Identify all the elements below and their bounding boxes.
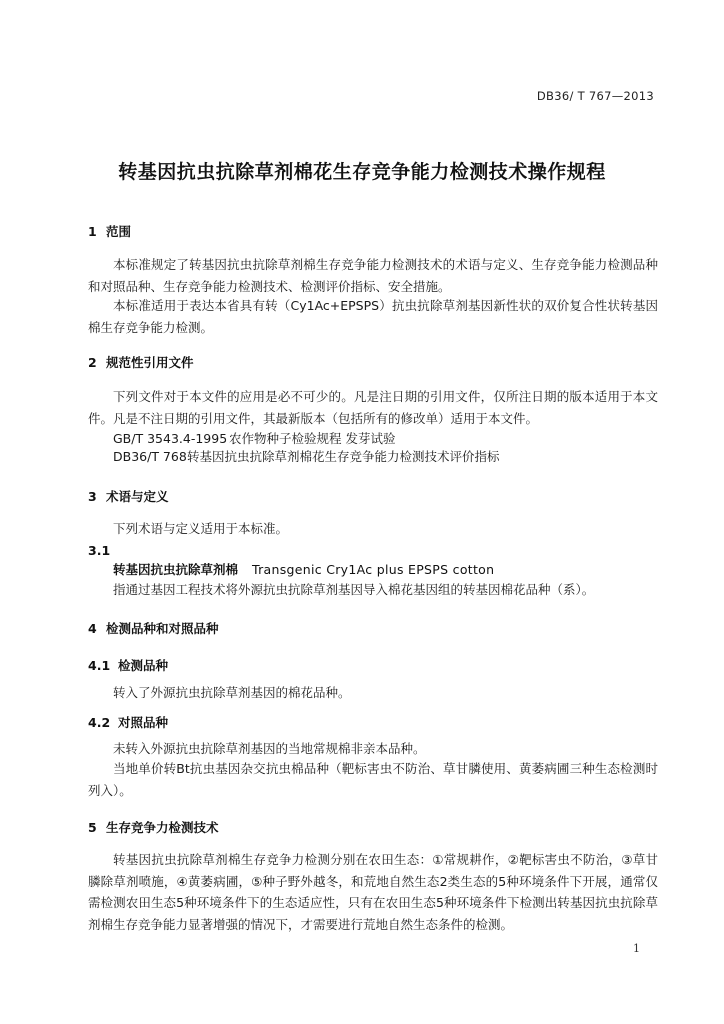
section-3-paragraph-1: 下列术语与定义适用于本标准。 — [113, 521, 289, 536]
section-number: 3 — [88, 489, 97, 504]
subsection-number: 4.2 — [88, 715, 111, 730]
section-title: 规范性引用文件 — [106, 355, 194, 370]
section-title: 术语与定义 — [106, 489, 169, 504]
section-4-2-paragraph-1: 未转入外源抗虫抗除草剂基因的当地常规棉非亲本品种。 — [113, 741, 426, 756]
subsection-number: 4.1 — [88, 658, 111, 673]
section-number: 4 — [88, 621, 97, 636]
reference-title: 农作物种子检验规程 发芽试验 — [229, 431, 396, 446]
section-title: 范围 — [106, 224, 132, 239]
section-4-heading — [88, 619, 219, 637]
page-number: 1 — [633, 942, 640, 955]
section-4-2-paragraph-2: 当地单价转Bt抗虫基因杂交抗虫棉品种（靶标害虫不防治、草甘膦使用、黄萎病圃三种生态检测时列入）。 — [88, 761, 658, 798]
section-3-heading — [88, 487, 169, 505]
section-5-paragraph-1: 转基因抗虫抗除草剂棉生存竞争力检测分别在农田生态：①常规耕作，②靶标害虫不防治，③草甘膦除草剂喷施，④黄萎病圃，⑤种子野外越冬，和荒地自然生态2类生态的5种环境条件下开展，通常仅需检测农田生态5种环境条件下的生态适应性，只有在农田生态5种环境条件下检测出转基因抗虫抗除草剂棉生存竞争能力显著增强的情况下，才需要进行荒地自然生态条件的检测。 — [88, 852, 658, 932]
document-code: DB36/ T 767—2013 — [536, 89, 654, 103]
term-definition: 指通过基因工程技术将外源抗虫抗除草剂基因导入棉花基因组的转基因棉花品种（系）。 — [113, 582, 595, 597]
reference-code: GB/T 3543.4-1995 — [113, 431, 228, 446]
reference-code: DB36/T 768 — [113, 449, 187, 464]
section-title: 生存竞争力检测技术 — [106, 820, 219, 835]
term-entry — [113, 560, 494, 578]
section-title: 检测品种和对照品种 — [106, 621, 219, 636]
section-4-1-heading — [88, 656, 168, 674]
term-chinese: 转基因抗虫抗除草剂棉 — [113, 562, 239, 577]
section-number: 1 — [88, 224, 97, 239]
document-title: 转基因抗虫抗除草剂棉花生存竞争能力检测技术操作规程 — [118, 161, 606, 183]
section-number: 2 — [88, 355, 97, 370]
section-number: 5 — [88, 820, 97, 835]
term-english: Transgenic Cry1Ac plus EPSPS cotton — [252, 562, 495, 577]
section-2-heading — [88, 353, 194, 371]
subsection-title: 检测品种 — [118, 658, 169, 673]
reference-title: 转基因抗虫抗除草剂棉花生存竞争能力检测技术评价指标 — [187, 449, 500, 464]
section-1-paragraph-2: 本标准适用于表达本省具有转（Cy1Ac+EPSPS）抗虫抗除草剂基因新性状的双价复合性状转基因棉生存竞争能力检测。 — [88, 298, 658, 335]
term-number: 3.1 — [88, 543, 111, 558]
section-4-1-paragraph: 转入了外源抗虫抗除草剂基因的棉花品种。 — [113, 685, 351, 700]
normative-reference-2 — [113, 447, 500, 465]
section-5-heading — [88, 818, 219, 836]
section-4-2-heading — [88, 713, 168, 731]
section-1-heading — [88, 222, 131, 240]
section-1-paragraph-1: 本标准规定了转基因抗虫抗除草剂棉生存竞争能力检测技术的术语与定义、生存竞争能力检测品种和对照品种、生存竞争能力检测技术、检测评价指标、安全措施。 — [88, 257, 658, 294]
normative-reference-1 — [113, 429, 395, 447]
subsection-title: 对照品种 — [118, 715, 169, 730]
section-2-paragraph-1: 下列文件对于本文件的应用是必不可少的。凡是注日期的引用文件，仅所注日期的版本适用于本文件。凡是不注日期的引用文件，其最新版本（包括所有的修改单）适用于本文件。 — [88, 389, 658, 426]
